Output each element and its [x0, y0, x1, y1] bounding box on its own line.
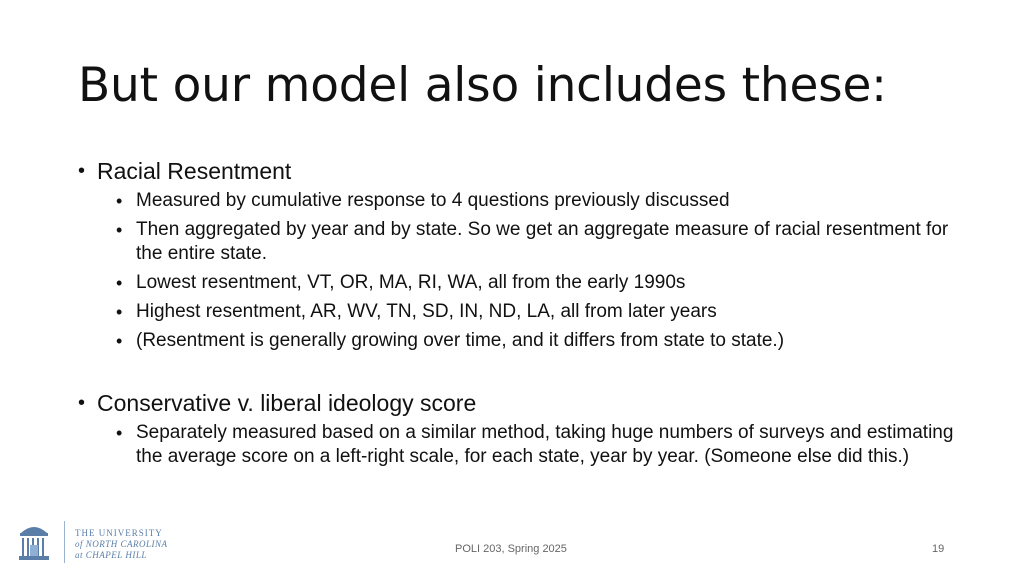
slide-title: But our model also includes these:: [78, 58, 887, 113]
section-heading-racial-resentment: • Racial Resentment: [78, 156, 958, 186]
footer-course-label: POLI 203, Spring 2025: [455, 543, 567, 555]
bullet-item: • Measured by cumulative response to 4 questions previously discussed: [116, 189, 958, 213]
logo-divider: [64, 521, 65, 563]
section-spacer: [78, 358, 958, 388]
ideology-score-bullets: [116, 421, 958, 469]
wordmark-line: of NORTH CAROLINA: [75, 539, 168, 549]
wordmark-line: at CHAPEL HILL: [75, 550, 147, 560]
section-heading-ideology-score: • Conservative v. liberal ideology score: [78, 388, 958, 418]
bullet-item: • Highest resentment, AR, WV, TN, SD, IN, ND, LA, all from later years: [116, 300, 958, 324]
slide-number: 19: [932, 543, 945, 555]
slide-content: [78, 156, 958, 474]
bullet-item: • Lowest resentment, VT, OR, MA, RI, WA, all from the early 1990s: [116, 271, 958, 295]
racial-resentment-bullets: [116, 189, 958, 353]
wordmark-line: THE UNIVERSITY: [75, 528, 163, 538]
bullet-item: • Separately measured based on a similar method, taking huge numbers of surveys and estimating the average score on a left-right scale, for each state, year by year. (Someone else did this.): [116, 421, 958, 469]
university-wordmark: [75, 528, 168, 561]
bullet-item: • (Resentment is generally growing over time, and it differs from state to state.): [116, 329, 958, 353]
bullet-item: • Then aggregated by year and by state. So we get an aggregate measure of racial resentment for the entire state.: [116, 218, 958, 266]
